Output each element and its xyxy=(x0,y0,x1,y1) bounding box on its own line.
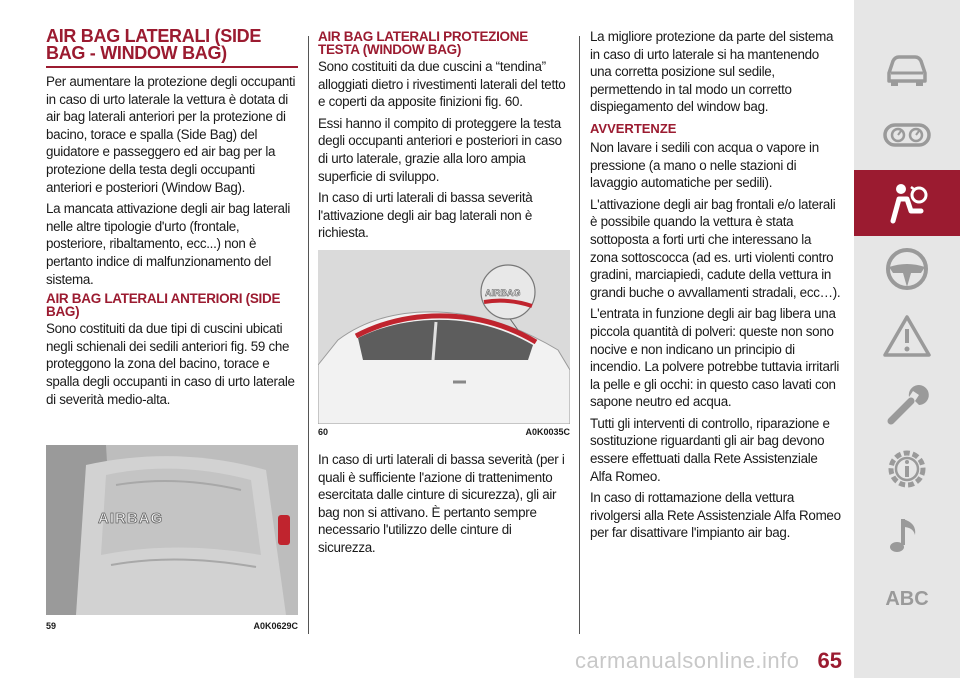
column-divider xyxy=(308,36,309,634)
airbag-label: AIRBAG xyxy=(485,287,521,298)
paragraph: In caso di rottamazione della vettura rivolgersi alla Rete Assistenziale Alfa Romeo per far disattivare l'impianto air bag. xyxy=(590,490,841,541)
airbag-label: AIRBAG xyxy=(98,510,164,527)
column-2 xyxy=(318,28,570,561)
paragraph: Essi hanno il compito di proteggere la testa degli occupanti anteriori e posteriori in caso di urto laterale, grazie alla loro ampia superficie di sviluppo. xyxy=(318,115,562,184)
paragraph: Per aumentare la protezione degli occupanti in caso di urto laterale la vettura è dotata di air bag laterali anteriori per la protezione di bacino, torace e spalla (Side Bag) del guidatore e passeggero ed air bag per la protezione della testa degli occupanti anteriori e posteriori (Window Bag). xyxy=(46,74,296,195)
tab-index[interactable] xyxy=(854,566,960,632)
seat-illustration xyxy=(46,445,298,615)
subsection-title: AIR BAG LATERALI PROTEZIONE TESTA (WINDOW BAG) xyxy=(318,29,528,57)
figure-60-window-bag xyxy=(318,250,570,424)
tab-technical-data[interactable] xyxy=(854,436,960,502)
tab-steering[interactable] xyxy=(854,236,960,302)
column-1 xyxy=(46,28,298,412)
subsection-title: AIR BAG LATERALI ANTERIORI (SIDE BAG) xyxy=(46,291,281,320)
wrench-icon xyxy=(881,377,933,429)
car-illustration xyxy=(318,250,570,424)
chapter-sidebar xyxy=(854,0,960,678)
section-title: AIR BAG LATERALI (SIDE BAG - WINDOW BAG) xyxy=(46,28,298,68)
figure-code: A0K0035C xyxy=(525,426,570,437)
dashboard-icon xyxy=(881,109,933,161)
paragraph: L'attivazione degli air bag frontali e/o laterali è possibile quando la vettura è stata sottoposta a forti urti che interessano la zona sottoscocca (ad es. urti violenti contro gradini, marciapiedi, cadute della vettura in grandi buche o avvallamenti stradali, ecc…). xyxy=(590,196,841,300)
warning-icon xyxy=(881,311,933,363)
paragraph: In caso di urti laterali di bassa severità (per i quali è sufficiente l'azione di trattenimento esercitata dalle cinture di sicurezza), gli air bag non si attivano. È pertanto sempre necessario l'utilizzo delle cinture di sicurezza. xyxy=(318,451,565,555)
paragraph: Sono costituiti da due tipi di cuscini ubicati negli schienali dei sedili anteriori fig. 59 che proteggono la zona del bacino, torace e spalla degli occupanti in caso di urto laterale di severità medio-alta. xyxy=(46,321,295,407)
warning-heading: AVVERTENZE xyxy=(590,120,677,136)
car-icon xyxy=(881,43,933,95)
tab-maintenance[interactable] xyxy=(854,370,960,436)
paragraph: Non lavare i sedili con acqua o vapore in pressione (a mano o nelle stazioni di lavaggio automatiche per sedili). xyxy=(590,139,819,191)
tab-dashboard[interactable] xyxy=(854,102,960,168)
tab-warnings[interactable] xyxy=(854,304,960,370)
steering-wheel-icon xyxy=(881,243,933,295)
seat-safety-icon xyxy=(881,177,933,229)
watermark: carmanualsonline.info xyxy=(575,648,800,673)
column-divider xyxy=(579,36,580,634)
figure-number: 59 xyxy=(46,621,57,631)
paragraph: La migliore protezione da parte del sistema in caso di urto laterale si ha mantenendo una corretta posizione sul sedile, permettendo in tal modo un corretto dispiegamento del window bag. xyxy=(590,29,834,115)
page-number: 65 xyxy=(817,648,842,673)
figure-code: A0K0629C xyxy=(253,621,298,631)
paragraph: L'entrata in funzione degli air bag libera una piccola quantità di polveri: queste non sono nocive e non indicano un principio di incendio. La polvere potrebbe tuttavia irritarli la pelle e gli occhi: in questo caso lavati con sapone neutro ed acqua. xyxy=(590,306,840,410)
tab-safety-active[interactable] xyxy=(854,170,960,236)
figure-caption xyxy=(46,618,298,631)
tab-car[interactable] xyxy=(854,36,960,102)
tab-multimedia[interactable] xyxy=(854,502,960,568)
figure-caption xyxy=(318,424,570,437)
figure-number: 60 xyxy=(318,426,329,437)
column-3 xyxy=(590,28,842,546)
paragraph: Sono costituiti da due cuscini a “tendina” alloggiati dietro i rivestimenti laterali del tetto e coperti da apposite finizioni fig. 60. xyxy=(318,59,566,110)
abc-index-label: ABC xyxy=(885,587,929,610)
gear-info-icon xyxy=(881,443,933,495)
paragraph: In caso di urti laterali di bassa severità l'attivazione degli air bag laterali non è richiesta. xyxy=(318,190,533,241)
music-icon xyxy=(881,509,933,561)
figure-59-seat-airbag xyxy=(46,445,298,615)
paragraph: Tutti gli interventi di controllo, riparazione e sostituzione riguardanti gli air bag devono essere effettuati dalla Rete Assistenziale Alfa Romeo. xyxy=(590,415,830,484)
paragraph: La mancata attivazione degli air bag laterali nelle altre tipologie d'urto (frontale, posteriore, ribaltamento, ecc...) non è pertanto indice di malfunzionamento del sistema. xyxy=(46,201,291,287)
